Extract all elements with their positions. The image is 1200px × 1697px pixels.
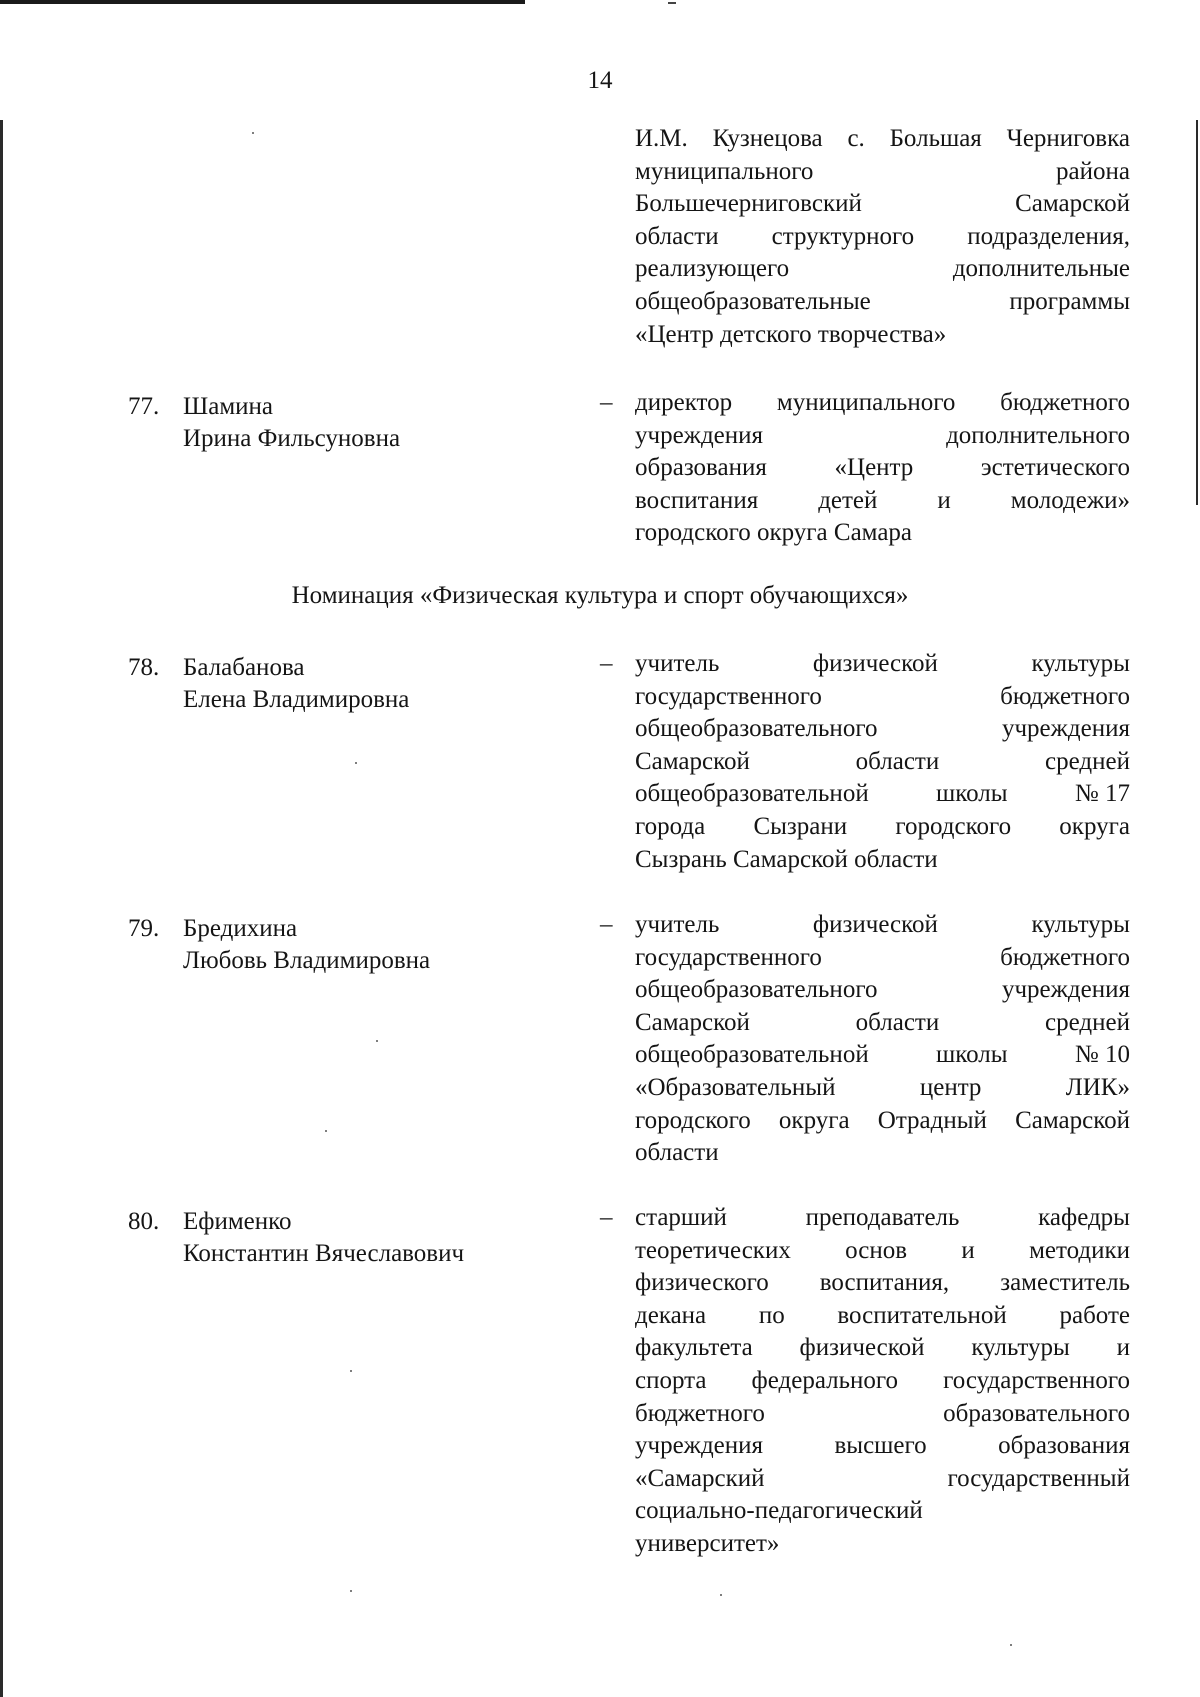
entry-number: 80.: [128, 1208, 160, 1235]
entry-number: 78.: [128, 654, 160, 681]
entry-given-names: Елена Владимировна: [183, 686, 410, 713]
scan-edge-top: [0, 0, 525, 4]
description-line: [635, 811, 1130, 844]
description-word: бюджетного: [1000, 389, 1130, 416]
description-line: [635, 1039, 1130, 1072]
scan-edge-right: [1196, 120, 1198, 505]
description-word: Большая: [889, 125, 982, 152]
description-word: физической: [812, 911, 938, 938]
entry-given-names: Ирина Фильсуновна: [183, 425, 401, 452]
description-word: образования: [998, 1432, 1130, 1460]
description-word: И.М.: [635, 125, 688, 152]
description-line: [635, 1235, 1130, 1268]
description-word: области: [635, 1139, 719, 1167]
description-word: округа: [778, 1106, 850, 1134]
entry-description: [635, 1202, 1130, 1561]
description-word: подразделения,: [967, 222, 1130, 250]
description-line: [635, 1202, 1130, 1235]
description-word: декана: [635, 1301, 707, 1329]
scan-mark-top: [668, 2, 676, 4]
description-word: молодежи»: [1010, 486, 1130, 514]
description-word: федерального: [751, 1366, 899, 1394]
description-word: Большечерниговский: [635, 190, 862, 218]
description-word: факультета: [635, 1334, 753, 1362]
description-word: высшего: [834, 1432, 927, 1460]
entry-dash: –: [600, 650, 613, 677]
description-line: [635, 1072, 1130, 1105]
description-word: социально-педагогический: [635, 1497, 923, 1525]
description-word: учреждения: [635, 1432, 764, 1460]
description-line: [635, 319, 1130, 352]
description-word: Отрадный: [877, 1106, 987, 1134]
description-line: [635, 1137, 1130, 1170]
description-line: [635, 778, 1130, 811]
description-line: [635, 1105, 1130, 1138]
description-word: кафедры: [1038, 1204, 1130, 1231]
description-word: и: [937, 486, 951, 514]
description-word: общеобразовательные: [635, 287, 871, 315]
scan-speck: [355, 762, 357, 764]
description-line: [635, 123, 1130, 156]
description-word: культуры: [1031, 911, 1130, 938]
description-line: [635, 420, 1130, 453]
description-word: городского: [635, 1106, 751, 1134]
description-line: [635, 286, 1130, 319]
description-word: старший: [635, 1204, 727, 1231]
description-word: преподаватель: [805, 1204, 960, 1231]
description-word: города: [635, 812, 706, 840]
description-word: центр: [919, 1073, 982, 1101]
entry-number: 77.: [128, 393, 160, 420]
description-word: № 17: [1074, 780, 1130, 808]
description-word: средней: [1045, 747, 1130, 775]
description-word: Черниговка: [1006, 125, 1130, 152]
description-line: [635, 1495, 1130, 1528]
description-line: [635, 1300, 1130, 1333]
description-word: эстетического: [980, 454, 1130, 482]
description-word: области: [855, 747, 940, 775]
description-word: Сызрани: [753, 812, 848, 840]
description-word: государственного: [943, 1366, 1130, 1394]
description-line: [635, 452, 1130, 485]
description-word: области: [635, 222, 719, 250]
description-word: детей: [818, 486, 878, 514]
description-word: воспитания: [635, 486, 759, 514]
nomination-heading: Номинация «Физическая культура и спорт обучающихся»: [291, 582, 909, 609]
entry-description: [635, 387, 1130, 550]
description-line: [635, 1365, 1130, 1398]
description-word: «Образовательный: [635, 1073, 836, 1101]
description-word: № 10: [1074, 1041, 1130, 1069]
description-word: муниципального: [776, 389, 956, 416]
description-word: основ: [845, 1236, 908, 1264]
entry-description: [635, 909, 1130, 1170]
description-word: Самарской: [635, 1008, 750, 1036]
description-word: городского округа Самара: [635, 519, 913, 547]
description-word: муниципального: [635, 157, 814, 185]
entry-surname: Бредихина: [183, 915, 298, 942]
description-word: государственного: [635, 943, 822, 971]
description-word: программы: [1009, 287, 1130, 315]
description-word: воспитания,: [819, 1269, 950, 1297]
entry-dash: –: [600, 1204, 613, 1231]
description-word: учитель: [635, 911, 720, 938]
description-word: общеобразовательного: [635, 715, 878, 743]
description-word: Сызрань Самарской области: [635, 845, 938, 873]
description-word: университет»: [635, 1529, 780, 1557]
description-word: структурного: [771, 222, 915, 250]
entry-description-continued: [635, 123, 1130, 351]
scan-speck: [1010, 1644, 1012, 1646]
scan-speck: [350, 1590, 352, 1592]
entry-number: 79.: [128, 915, 160, 942]
description-line: [635, 909, 1130, 942]
description-word: Самарской: [635, 747, 750, 775]
description-word: школы: [936, 1041, 1008, 1069]
description-word: учреждения: [635, 421, 764, 449]
description-word: общеобразовательного: [635, 976, 878, 1004]
entry-given-names: Любовь Владимировна: [183, 947, 431, 974]
description-word: и: [1116, 1334, 1130, 1362]
scan-edge-left: [0, 120, 3, 1697]
description-line: [635, 221, 1130, 254]
scan-speck: [376, 1040, 378, 1042]
description-line: [635, 253, 1130, 286]
scan-speck: [720, 1594, 722, 1596]
description-line: [635, 485, 1130, 518]
description-word: спорта: [635, 1366, 707, 1394]
description-line: [635, 648, 1130, 681]
description-word: директор: [635, 389, 733, 416]
description-word: с.: [847, 125, 865, 152]
description-word: физической: [799, 1334, 925, 1362]
description-word: Кузнецова: [712, 125, 823, 152]
description-word: теоретических: [635, 1236, 791, 1264]
description-word: по: [758, 1301, 785, 1329]
description-word: государственного: [635, 682, 822, 710]
description-word: реализующего: [635, 255, 790, 283]
description-line: [635, 942, 1130, 975]
description-word: района: [1056, 157, 1130, 185]
description-line: [635, 1528, 1130, 1561]
description-word: средней: [1045, 1008, 1130, 1036]
description-word: физического: [635, 1269, 769, 1297]
description-line: [635, 156, 1130, 189]
description-word: общеобразовательной: [635, 1041, 869, 1069]
description-word: Самарской: [1015, 190, 1130, 218]
description-word: учитель: [635, 650, 720, 677]
description-line: [635, 188, 1130, 221]
description-word: бюджетного: [1000, 682, 1130, 710]
description-line: [635, 1398, 1130, 1431]
description-word: воспитательной: [837, 1301, 1007, 1329]
description-word: государственный: [947, 1464, 1130, 1492]
description-word: бюджетного: [1000, 943, 1130, 971]
description-word: заместитель: [1000, 1269, 1130, 1297]
description-line: [635, 1332, 1130, 1365]
scan-speck: [325, 1130, 327, 1132]
description-word: образования: [635, 454, 767, 482]
entry-description: [635, 648, 1130, 876]
description-word: учреждения: [1001, 976, 1130, 1004]
description-word: «Центр детского творчества»: [635, 320, 947, 348]
description-line: [635, 1430, 1130, 1463]
entry-surname: Балабанова: [183, 654, 305, 681]
description-word: культуры: [1031, 650, 1130, 677]
description-word: культуры: [971, 1334, 1070, 1362]
description-word: школы: [936, 780, 1008, 808]
page-number: 14: [587, 67, 613, 94]
description-word: бюджетного: [635, 1399, 765, 1427]
description-line: [635, 387, 1130, 420]
scan-speck: [252, 132, 254, 134]
description-word: городского: [895, 812, 1012, 840]
description-word: учреждения: [1001, 715, 1130, 743]
description-line: [635, 974, 1130, 1007]
description-word: физической: [812, 650, 938, 677]
entry-surname: Шамина: [183, 393, 273, 420]
description-line: [635, 713, 1130, 746]
description-word: дополнительные: [952, 255, 1130, 283]
description-word: Самарской: [1015, 1106, 1130, 1134]
description-line: [635, 1463, 1130, 1496]
entry-dash: –: [600, 911, 613, 938]
description-word: общеобразовательной: [635, 780, 869, 808]
description-line: [635, 844, 1130, 877]
description-word: методики: [1029, 1236, 1130, 1264]
entry-given-names: Константин Вячеславович: [183, 1240, 465, 1267]
description-word: и: [961, 1236, 975, 1264]
description-line: [635, 746, 1130, 779]
description-word: образовательного: [943, 1399, 1130, 1427]
description-word: «Центр: [834, 454, 914, 482]
description-word: «Самарский: [635, 1464, 765, 1492]
description-line: [635, 1267, 1130, 1300]
description-word: работе: [1059, 1301, 1130, 1329]
scan-speck: [350, 1370, 352, 1372]
description-line: [635, 517, 1130, 550]
entry-surname: Ефименко: [183, 1208, 292, 1235]
description-word: области: [855, 1008, 940, 1036]
description-word: ЛИК»: [1065, 1073, 1130, 1101]
description-word: дополнительного: [946, 421, 1130, 449]
description-word: округа: [1059, 812, 1130, 840]
description-line: [635, 681, 1130, 714]
entry-dash: –: [600, 389, 613, 416]
description-line: [635, 1007, 1130, 1040]
